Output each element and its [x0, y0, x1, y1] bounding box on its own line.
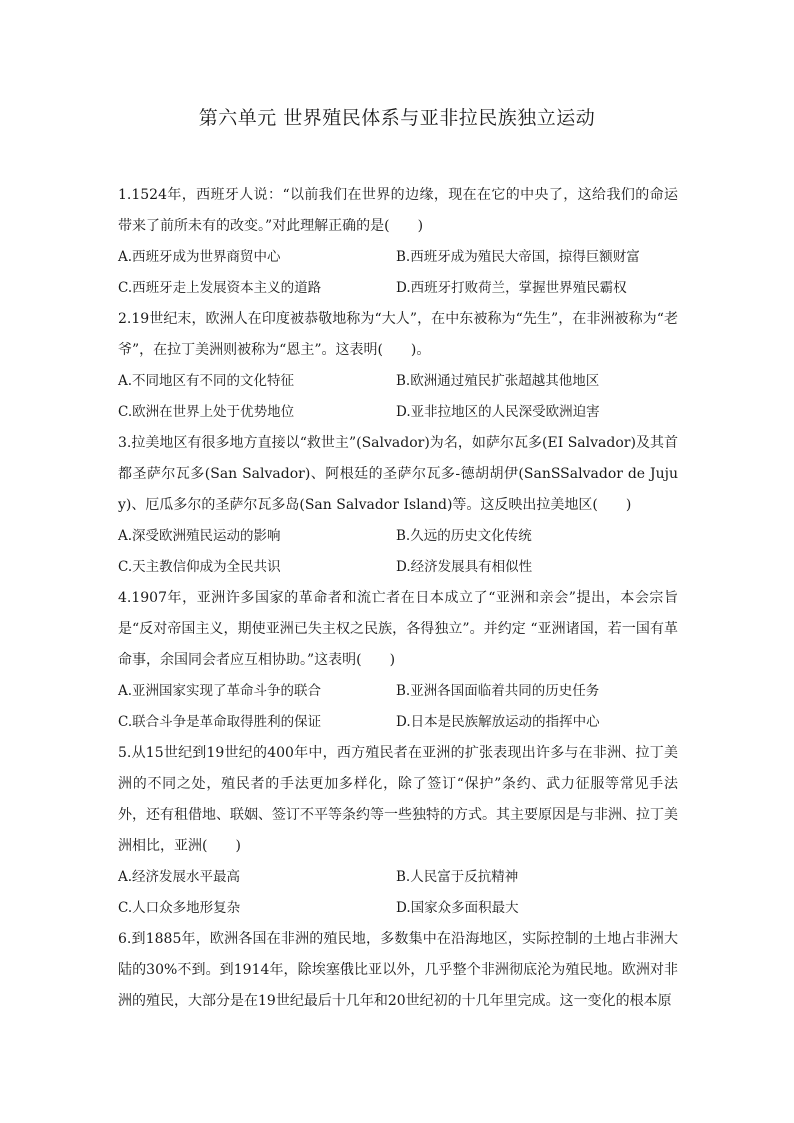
- question-5: [118, 738, 678, 924]
- option-grid: [118, 676, 678, 738]
- option-grid: [118, 862, 678, 924]
- option-d: D.亚非拉地区的人民深受欧洲迫害: [396, 404, 600, 420]
- option-d: D.日本是民族解放运动的指挥中心: [396, 714, 600, 730]
- option-b: B.久远的历史文化传统: [396, 528, 532, 544]
- option-b: B.欧洲通过殖民扩张超越其他地区: [396, 373, 600, 389]
- option-c: C.联合斗争是革命取得胜利的保证: [118, 714, 322, 730]
- question-stem: 3.拉美地区有很多地方直接以“救世主”(Salvador)为名，如萨尔瓦多(EI Salvador)及其首都圣萨尔瓦多(San Salvador)、阿根廷的圣萨尔瓦多-德胡胡伊(SanSSalvador de Jujuy)、厄瓜多尔的圣萨尔瓦多岛(San Salvador Island)等。这反映出拉美地区( ): [118, 435, 678, 513]
- option-grid: [118, 521, 678, 583]
- option-c: C.欧洲在世界上处于优势地位: [118, 404, 295, 420]
- option-a: A.不同地区有不同的文化特征: [118, 373, 295, 389]
- option-c: C.天主教信仰成为全民共识: [118, 559, 281, 575]
- question-stem: 1.1524年，西班牙人说：“以前我们在世界的边缘，现在在它的中央了，这给我们的命运带来了前所未有的改变。”对此理解正确的是( ): [118, 187, 678, 234]
- question-stem: 4.1907年，亚洲许多国家的革命者和流亡者在日本成立了“亚洲和亲会”提出，本会宗旨是“反对帝国主义，期使亚洲已失主权之民族，各得独立”。并约定 “亚洲诸国，若一国有革命事，余国同会者应互相协助。”这表明( ): [118, 590, 678, 668]
- option-a: A.西班牙成为世界商贸中心: [118, 249, 281, 265]
- question-stem: 2.19世纪末，欧洲人在印度被恭敬地称为“大人”，在中东被称为“先生”，在非洲被称为“老爷”，在拉丁美洲则被称为“恩主”。这表明( )。: [118, 311, 678, 358]
- question-list: [118, 180, 678, 1017]
- option-grid: [118, 366, 678, 428]
- option-c: C.西班牙走上发展资本主义的道路: [118, 280, 322, 296]
- question-4: [118, 583, 678, 738]
- question-6: [118, 924, 678, 1017]
- option-d: D.西班牙打败荷兰，掌握世界殖民霸权: [396, 280, 627, 296]
- option-a: A.深受欧洲殖民运动的影响: [118, 528, 281, 544]
- page-title: 第六单元 世界殖民体系与亚非拉民族独立运动: [198, 107, 596, 129]
- question-1: [118, 180, 678, 304]
- option-b: B.人民富于反抗精神: [396, 869, 519, 885]
- question-stem: 6.到1885年，欧洲各国在非洲的殖民地，多数集中在沿海地区，实际控制的土地占非洲大陆的30%不到。到1914年，除埃塞俄比亚以外，几乎整个非洲彻底沦为殖民地。欧洲对非洲的殖民，大部分是在19世纪最后十几年和20世纪初的十几年里完成。这一变化的根本原: [118, 931, 678, 1009]
- question-3: [118, 428, 678, 583]
- option-grid: [118, 242, 678, 304]
- option-d: D.国家众多面积最大: [396, 900, 519, 916]
- question-2: [118, 304, 678, 428]
- option-a: A.亚洲国家实现了革命斗争的联合: [118, 683, 322, 699]
- question-stem: 5.从15世纪到19世纪的400年中，西方殖民者在亚洲的扩张表现出许多与在非洲、拉丁美洲的不同之处，殖民者的手法更加多样化，除了签订“保护”条约、武力征服等常见手法外，还有租借地、联姻、签订不平等条约等一些独特的方式。其主要原因是与非洲、拉丁美洲相比，亚洲( ): [118, 745, 678, 854]
- option-b: B.西班牙成为殖民大帝国，掠得巨额财富: [396, 249, 640, 265]
- option-c: C.人口众多地形复杂: [118, 900, 241, 916]
- option-a: A.经济发展水平最高: [118, 869, 241, 885]
- option-b: B.亚洲各国面临着共同的历史任务: [396, 683, 600, 699]
- option-d: D.经济发展具有相似性: [396, 559, 533, 575]
